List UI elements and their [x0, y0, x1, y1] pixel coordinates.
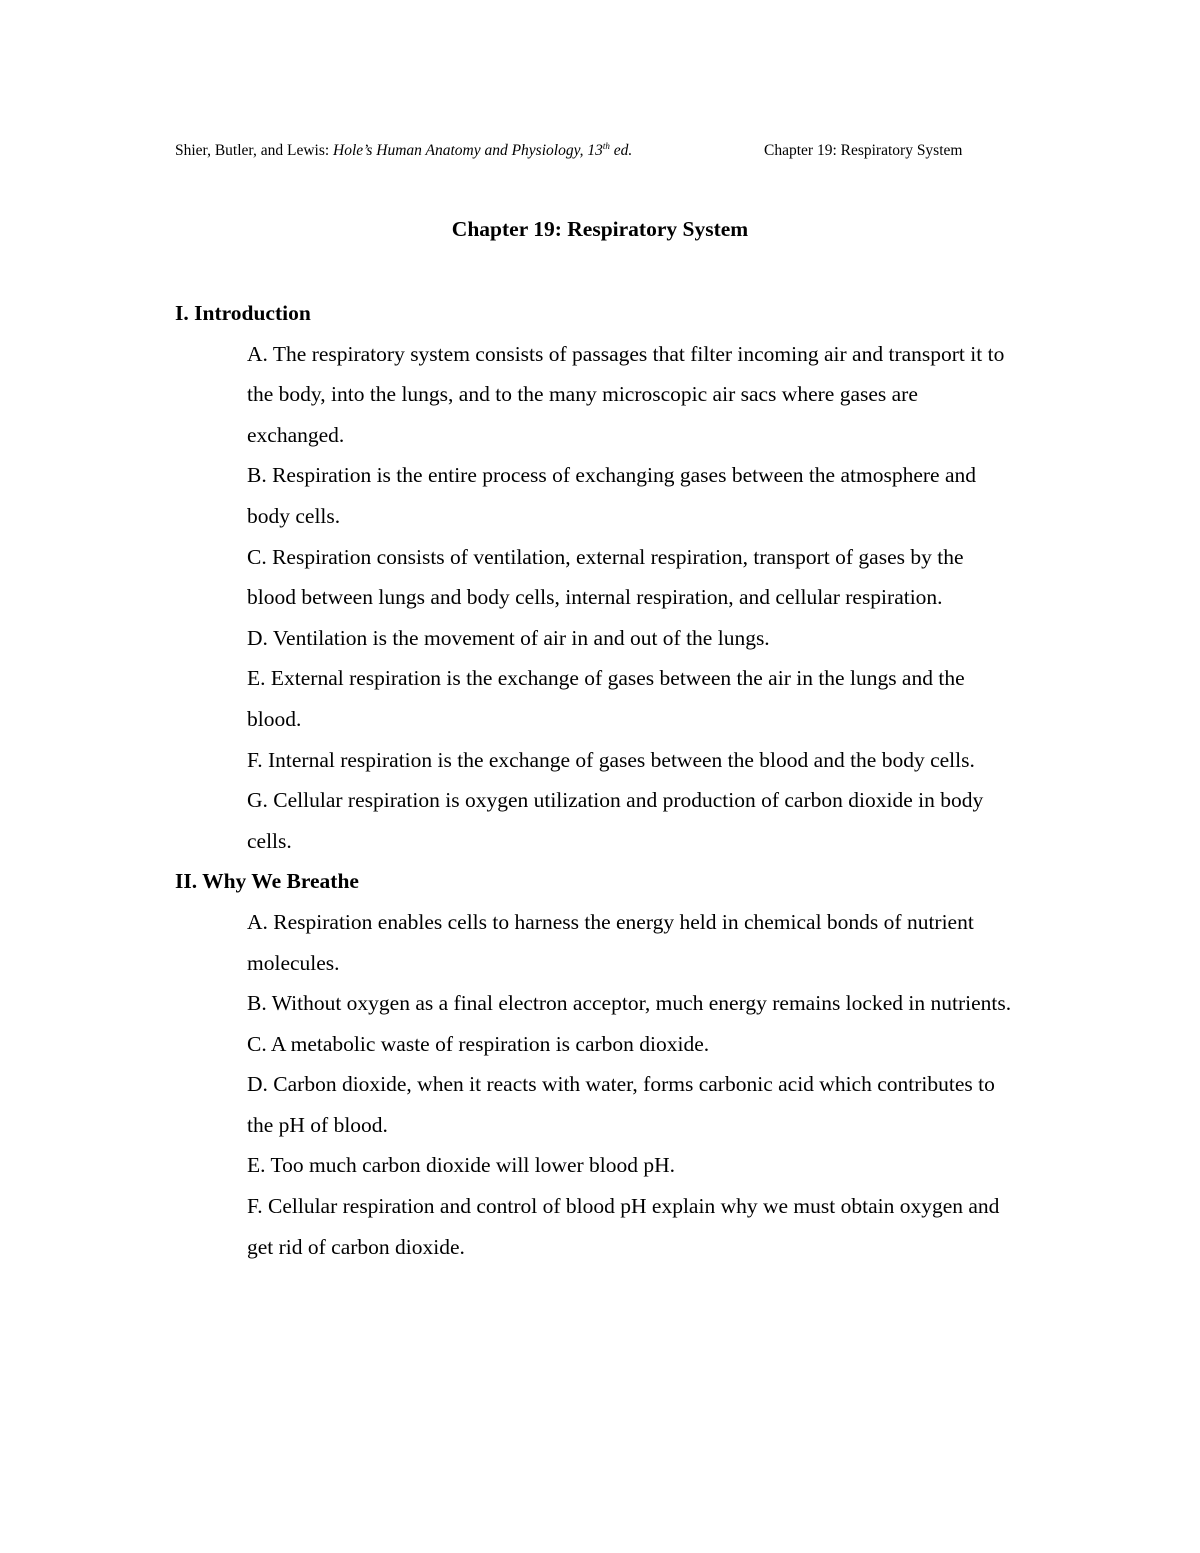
outline-item: G. Cellular respiration is oxygen utilization and production of carbon dioxide in body cells.: [247, 788, 984, 853]
header-chapter: Chapter 19: Respiratory System: [764, 142, 963, 159]
outline-item: E. Too much carbon dioxide will lower blood pH.: [247, 1153, 676, 1178]
section-introduction: [175, 293, 1025, 861]
outline-item: B. Without oxygen as a final electron acceptor, much energy remains locked in nutrients.: [247, 991, 1012, 1016]
section-why-we-breathe: [175, 861, 1025, 1267]
page-title: Chapter 19: Respiratory System: [451, 217, 749, 241]
section-heading: II. Why We Breathe: [175, 869, 359, 894]
header-citation: [175, 140, 632, 162]
outline-item: C. A metabolic waste of respiration is carbon dioxide.: [247, 1031, 710, 1056]
outline-item: F. Internal respiration is the exchange of gases between the blood and the body cells.: [247, 747, 975, 772]
outline-item: A. Respiration enables cells to harness the energy held in chemical bonds of nutrient molecules.: [247, 909, 974, 975]
outline-item: B. Respiration is the entire process of exchanging gases between the atmosphere and body cells.: [247, 463, 976, 528]
outline-item: C. Respiration consists of ventilation, external respiration, transport of gases by the blood between lungs and body cells, internal respiration, and cellular respiration.: [247, 544, 964, 610]
outline-item: E. External respiration is the exchange of gases between the air in the lungs and the blood.: [247, 666, 965, 731]
outline-item: D. Ventilation is the movement of air in and out of the lungs.: [247, 625, 770, 650]
header-edition-sup: th: [602, 140, 610, 151]
section-heading: I. Introduction: [175, 301, 311, 325]
outline-item: A. The respiratory system consists of passages that filter incoming air and transport it to the body, into the lungs, and to the many microscopic air sacs where gases are exchanged.: [247, 341, 1005, 447]
outline-item: F. Cellular respiration and control of blood pH explain why we must obtain oxygen and get rid of carbon dioxide.: [247, 1194, 1000, 1259]
outline-content: [175, 293, 1025, 1267]
header-authors: Shier, Butler, and Lewis:: [175, 142, 330, 159]
outline-item: D. Carbon dioxide, when it reacts with water, forms carbonic acid which contributes to the pH of blood.: [247, 1072, 995, 1137]
header-book-title: Hole’s Human Anatomy and Physiology, 13th ed.: [333, 140, 633, 159]
